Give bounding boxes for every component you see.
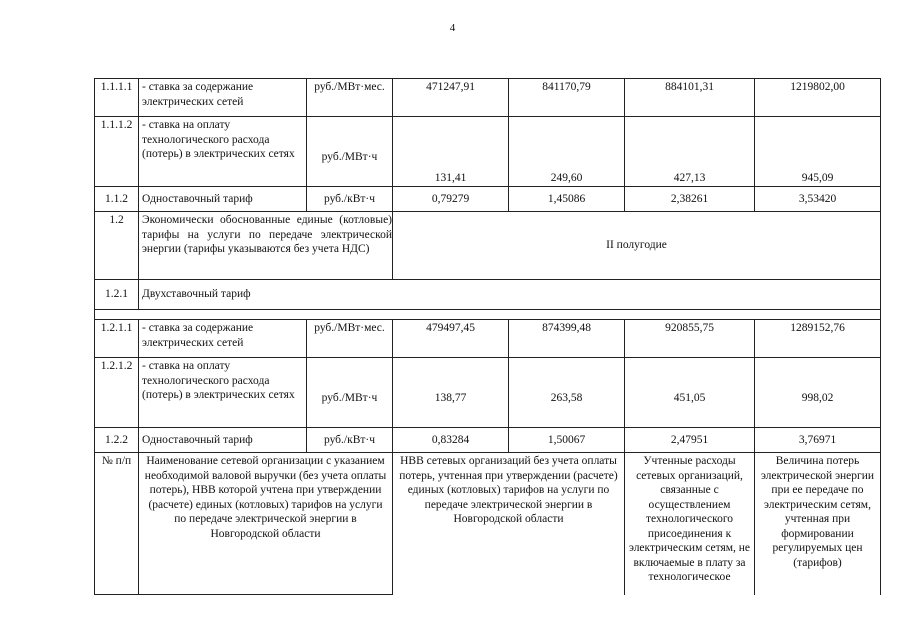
value-cell: 138,77 [393, 358, 509, 428]
page-number: 4 [449, 22, 456, 34]
table-row [95, 358, 881, 428]
value-cell: 131,41 [393, 117, 509, 187]
value-cell: 471247,91 [393, 79, 509, 117]
half-year-label: II полугодие [393, 212, 881, 280]
table-row [95, 428, 881, 453]
value-cell: 2,47951 [625, 428, 755, 453]
row-number: 1.2.1.2 [95, 358, 139, 428]
value-cell: 263,58 [509, 358, 625, 428]
row-unit: руб./МВт·мес. [307, 320, 393, 358]
row-name: Одноставочный тариф [139, 187, 307, 212]
tariff-table [94, 78, 881, 595]
row-unit: руб./МВт·ч [307, 117, 393, 187]
table-header-row [95, 453, 881, 595]
table-row [95, 117, 881, 187]
table-row [95, 212, 881, 280]
table-row [95, 310, 881, 320]
row-number: 1.2 [95, 212, 139, 280]
row-name: - ставка за содержание электрических сетей [139, 79, 307, 117]
value-cell: 3,53420 [755, 187, 881, 212]
value-cell: 998,02 [755, 358, 881, 428]
table-row [95, 320, 881, 358]
value-cell: 920855,75 [625, 320, 755, 358]
value-cell: 479497,45 [393, 320, 509, 358]
value-cell: 841170,79 [509, 79, 625, 117]
row-name: - ставка на оплату технологического расхода (потерь) в электрических сетях [139, 358, 307, 428]
value-cell: 1289152,76 [755, 320, 881, 358]
row-name: Экономически обоснованные единые (котловые) тарифы на услуги по передаче электрической энергии (тарифы указываются без учета НДС) [139, 212, 393, 280]
row-unit: руб./МВт·мес. [307, 79, 393, 117]
value-cell: 0,79279 [393, 187, 509, 212]
row-number: 1.2.1.1 [95, 320, 139, 358]
value-cell: 1219802,00 [755, 79, 881, 117]
value-cell: 249,60 [509, 117, 625, 187]
row-name: Одноставочный тариф [139, 428, 307, 453]
row-unit: руб./кВт·ч [307, 187, 393, 212]
value-cell: 451,05 [625, 358, 755, 428]
header-expenses: Учтенные расходы сетевых организаций, связанные с осуществлением технологического присоединения к электрическим сетям, не включаемые в плату за технологическое [625, 453, 755, 595]
value-cell: 3,76971 [755, 428, 881, 453]
table-row [95, 79, 881, 117]
value-cell: 884101,31 [625, 79, 755, 117]
header-nvv: НВВ сетевых организаций без учета оплаты потерь, учтенная при утверждении (расчете) единых (котловых) тарифов на услуги по передаче электрической энергии в Новгородской области [393, 453, 625, 595]
value-cell: 945,09 [755, 117, 881, 187]
row-number: 1.2.1 [95, 280, 139, 310]
row-name: - ставка за содержание электрических сетей [139, 320, 307, 358]
row-number: 1.1.1.1 [95, 79, 139, 117]
row-spacer [95, 310, 881, 320]
value-cell: 0,83284 [393, 428, 509, 453]
row-name: Двухставочный тариф [139, 280, 881, 310]
row-number: 1.1.1.2 [95, 117, 139, 187]
table-row [95, 187, 881, 212]
row-name: - ставка на оплату технологического расхода (потерь) в электрических сетях [139, 117, 307, 187]
value-cell: 1,45086 [509, 187, 625, 212]
row-number: 1.2.2 [95, 428, 139, 453]
row-number: 1.1.2 [95, 187, 139, 212]
table-row [95, 280, 881, 310]
header-org-name: Наименование сетевой организации с указанием необходимой валовой выручки (без учета оплаты потерь), НВВ которой учтена при утверждении (расчете) единых (котловых) тарифов на услуги по передаче электрической энергии в Новгородской области [139, 453, 393, 595]
value-cell: 427,13 [625, 117, 755, 187]
value-cell: 1,50067 [509, 428, 625, 453]
row-unit: руб./кВт·ч [307, 428, 393, 453]
value-cell: 2,38261 [625, 187, 755, 212]
header-num: № п/п [95, 453, 139, 595]
header-losses: Величина потерь электрической энергии при ее передаче по электрическим сетям, учтенная при формировании регулируемых цен (тарифов) [755, 453, 881, 595]
row-unit: руб./МВт·ч [307, 358, 393, 428]
value-cell: 874399,48 [509, 320, 625, 358]
